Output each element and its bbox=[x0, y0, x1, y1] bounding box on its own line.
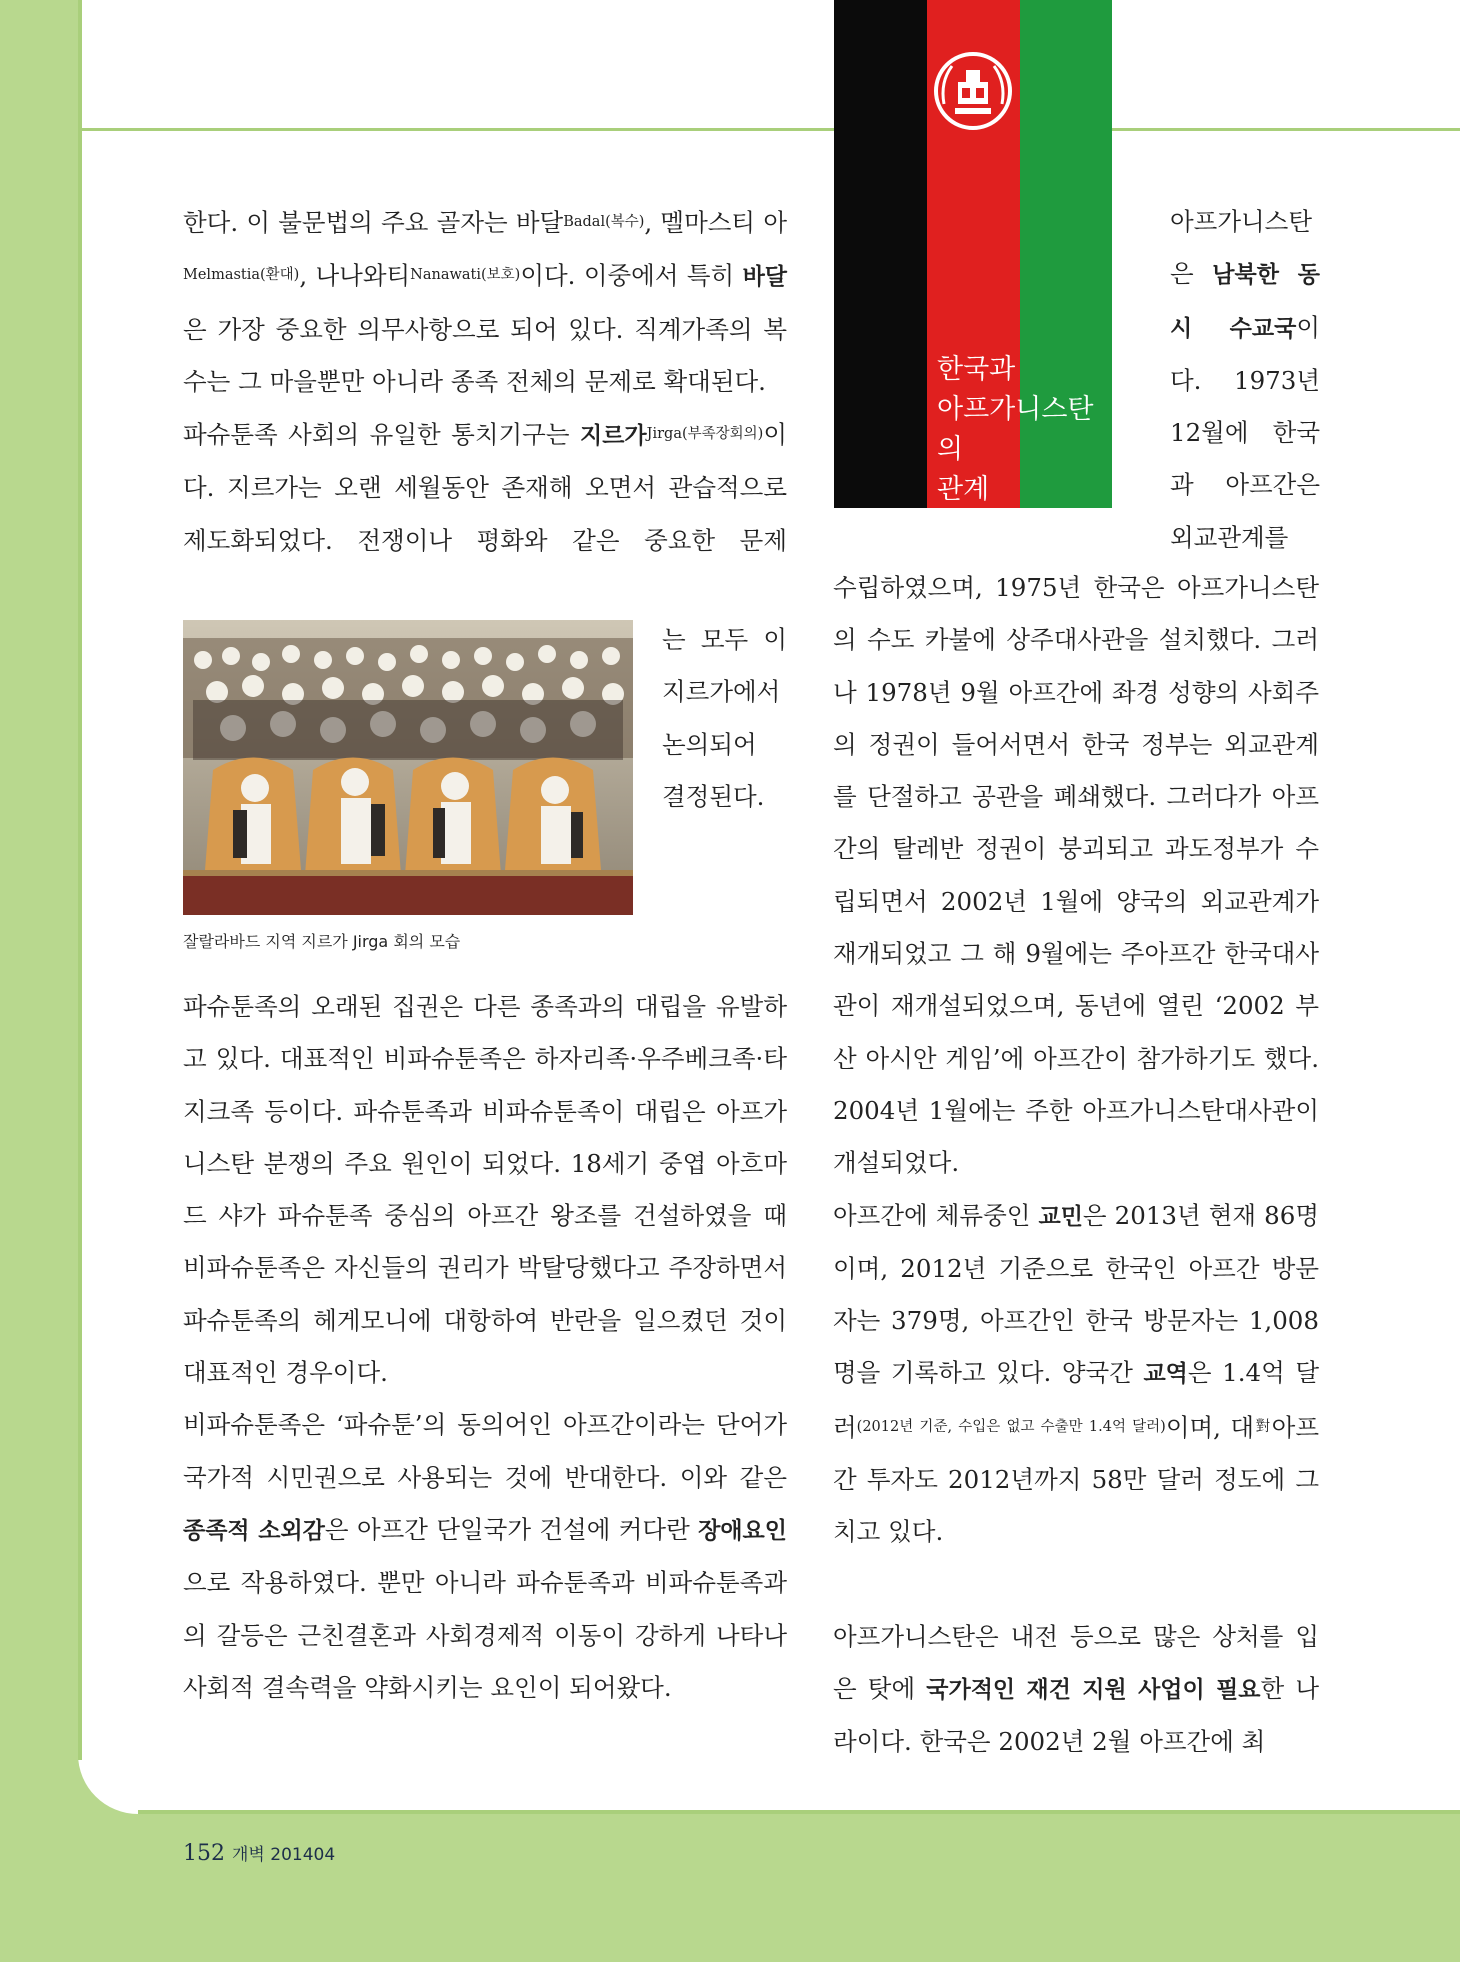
flag-heading-line: 아프가니스탄의 bbox=[937, 394, 1094, 465]
paragraph-non-pashtun: 비파슈툰족은 ‘파슈툰’의 동의어인 아프간이라는 단어가 국가적 시민권으로 사용되는 것에 반대한다. 이와 같은 종족적 소외감은 아프간 단일국가 건설에 커다란 장애요인으로 작용하였다. 뿐만 아니라 파슈툰족과 비파슈툰족과의 갈등은 근친결혼과 사회경제적 이동이 강하게 나타나 사회적 결속력을 약화시키는 요인이 되어왔다. bbox=[183, 1410, 787, 1702]
left-column-top bbox=[183, 196, 787, 567]
top-rule-right bbox=[1112, 128, 1460, 131]
flag-black-stripe bbox=[834, 0, 927, 508]
paragraph-diplomatic-history: 수립하였으며, 1975년 한국은 아프가니스탄의 수도 카불에 상주대사관을 설치했다. 그러나 1978년 9월 아프간에 좌경 성향의 사회주의 정권이 들어서면서 한국 정부는 외교관계를 단절하고 공관을 폐쇄했다. 그러다가 아프간의 탈레반 정권이 붕괴되고 과도정부가 수립되면서 2002년 1월에 양국의 외교관계가 재개되었고 그 해 9월에는 주아프간 한국대사관이 재개설되었으며, 동년에 열린 ‘2002 부산 아시안 게임’에 아프간이 참가하기도 했다. 2004년 1월에는 주한 아프가니스탄대사관이 개설되었다. bbox=[833, 573, 1319, 1178]
frame-left-border bbox=[78, 0, 82, 1760]
paragraph-reconstruction: 아프가니스탄은 내전 등으로 많은 상처를 입은 탓에 국가적인 재건 지원 사업이 필요한 나라이다. 한국은 2002년 2월 아프간에 최 bbox=[833, 1621, 1319, 1757]
paragraph-diplomatic-intro: 아프가니스탄은 남북한 동시 수교국이다. 1973년 12월에 한국과 아프간은 외교관계를 bbox=[1170, 207, 1320, 552]
flag-heading-line: 한국과 bbox=[937, 354, 1016, 385]
paragraph-ethnic-conflict: 파슈툰족의 오래된 집권은 다른 종족과의 대립을 유발하고 있다. 대표적인 비파슈툰족은 하자리족·우주베크족·타지크족 등이다. 파슈툰족과 비파슈툰족이 대립은 아프가니스탄 분쟁의 주요 원인이 되었다. 18세기 중엽 아흐마드 샤가 파슈툰족 중심의 아프간 왕조를 건설하였을 때 비파슈툰족은 자신들의 권리가 박탈당했다고 주장하면서 파슈툰족의 헤게모니에 대항하여 반란을 일으켰던 것이 대표적인 경우이다. bbox=[183, 992, 787, 1388]
paragraph-pashtunwali: 한다. 이 불문법의 주요 골자는 바달$^{Badal(복수)}$, 멜마스티 아$^{Melmastia(환대)}$, 나나와티$^{Nanawati(보호)}$이다. 이중에서 특히 바달은 가장 중요한 의무사항으로 되어 있다. 직계가족의 복수는 그 마을뿐만 아니라 종족 전체의 문제로 확대된다. bbox=[183, 208, 787, 396]
jirga-meeting-photo bbox=[183, 620, 633, 915]
frame-bottom-border bbox=[138, 1810, 1460, 1814]
paragraph-residents-trade: 아프간에 체류중인 교민은 2013년 현재 86명이며, 2012년 기준으로 한국인 아프간 방문자는 379명, 아프간인 한국 방문자는 1,008명을 기록하고 있다. 양국간 교역은 1.4억 달러$^{(2012년 기준, 수입은 없고 수출만 1.4억 달러)}$이며, 대$^對$아프간 투자도 2012년까지 58만 달러 정도에 그치고 있다. bbox=[833, 1200, 1320, 1547]
right-column-main bbox=[833, 562, 1319, 1769]
page-footer bbox=[183, 1840, 335, 1866]
afghan-emblem-icon bbox=[930, 48, 1016, 134]
top-rule-left bbox=[82, 128, 834, 131]
jirga-photo-image bbox=[183, 620, 633, 915]
left-column-bottom bbox=[183, 981, 787, 1714]
paragraph-jirga-continued: 는 모두 이 지르가에서 논의되어 결정된다. bbox=[662, 625, 787, 811]
paragraph-jirga: 파슈툰족 사회의 유일한 통치기구는 지르가$^{Jirga(부족장회의)}$이다. 지르가는 오랜 세월동안 존재해 오면서 관습적으로 제도화되었다. 전쟁이나 평화와 같은 중요한 문제 bbox=[183, 420, 787, 555]
page-number: 152 bbox=[183, 1841, 225, 1866]
magazine-issue: 개벽 201404 bbox=[232, 1845, 336, 1865]
photo-caption: 잘랄라바드 지역 지르가 Jirga 회의 모습 bbox=[183, 932, 461, 951]
paragraph-spacer bbox=[833, 1559, 1319, 1611]
right-column-beside-flag bbox=[1170, 196, 1320, 564]
text-beside-photo bbox=[662, 614, 787, 823]
afghan-flag-panel bbox=[834, 0, 1112, 508]
flag-heading bbox=[937, 350, 1117, 510]
flag-heading-line: 관계 bbox=[937, 474, 990, 505]
